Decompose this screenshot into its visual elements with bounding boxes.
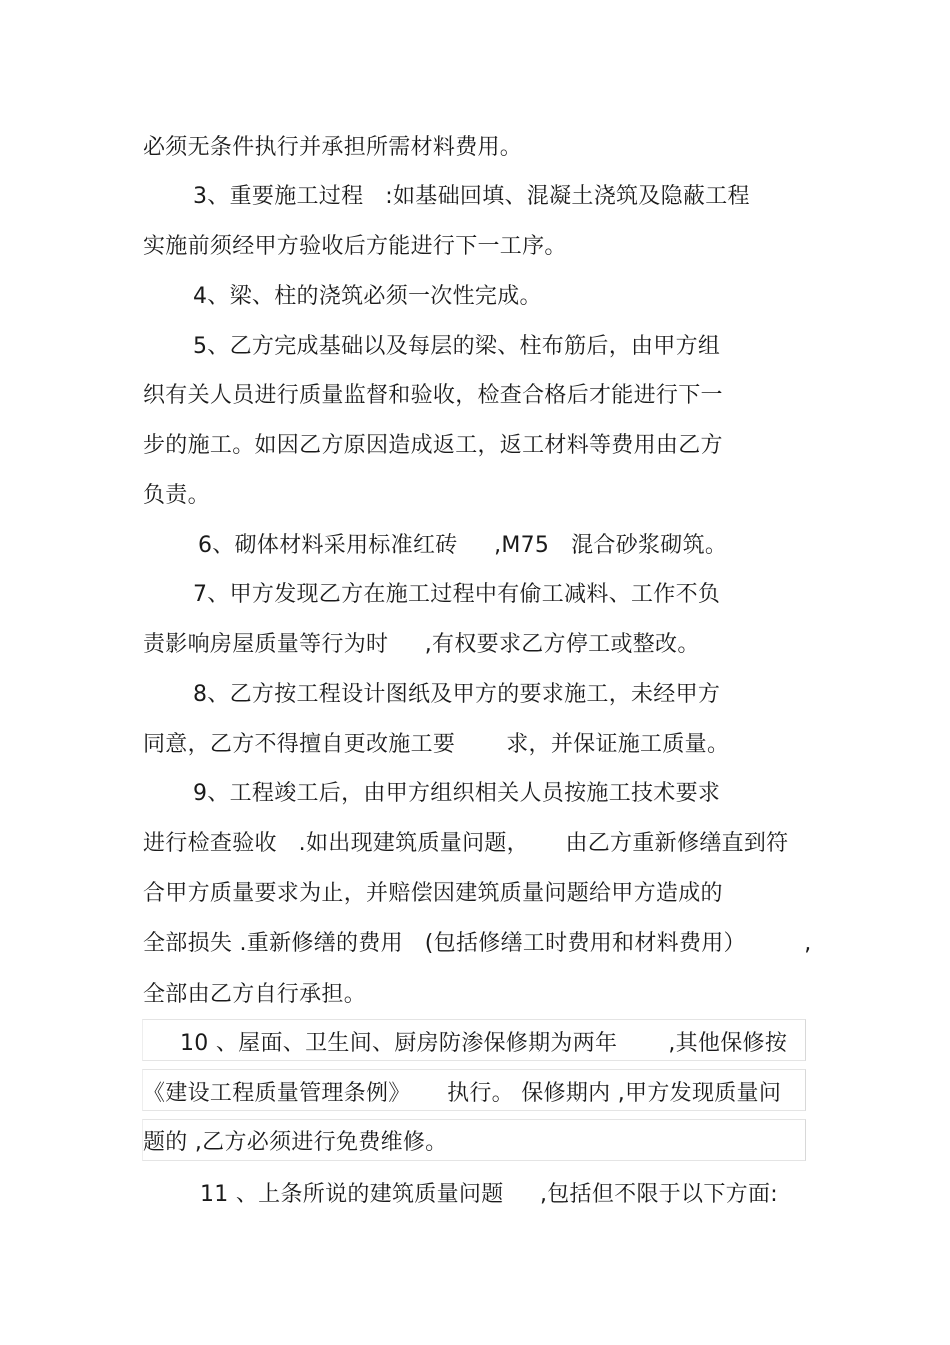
paragraph-line: 4、梁、柱的浇筑必须一次性完成。 [193, 284, 542, 309]
paragraph-line: 题的 ,乙方必须进行免费维修。 [143, 1130, 448, 1155]
paragraph-line: 进行检查验收 .如出现建筑质量问题， 由乙方重新修缮直到符 [143, 831, 789, 856]
paragraph-line: 合甲方质量要求为止，并赔偿因建筑质量问题给甲方造成的 [143, 881, 723, 906]
paragraph-line: 8、乙方按工程设计图纸及甲方的要求施工，未经甲方 [193, 682, 721, 707]
paragraph-line: 7、甲方发现乙方在施工过程中有偷工减料、工作不负 [193, 582, 721, 607]
paragraph-line: 同意，乙方不得擅自更改施工要 求，并保证施工质量。 [143, 732, 730, 757]
paragraph-line: 5、乙方完成基础以及每层的梁、柱布筋后，由甲方组 [193, 334, 721, 359]
paragraph-line: 6、砌体材料采用标准红砖 ,M75 混合砂浆砌筑。 [198, 533, 728, 558]
paragraph-line: 实施前须经甲方验收后方能进行下一工序。 [143, 234, 567, 259]
paragraph-line: 9、工程竣工后，由甲方组织相关人员按施工技术要求 [193, 781, 721, 806]
paragraph-line: 全部损失 .重新修缮的费用 (包括修缮工时费用和材料费用） , [143, 931, 812, 956]
paragraph-line: 步的施工。如因乙方原因造成返工，返工材料等费用由乙方 [143, 433, 723, 458]
paragraph-line: 《建设工程质量管理条例》 执行。 保修期内 ,甲方发现质量问 [143, 1081, 782, 1106]
paragraph-line: 10 、屋面、卫生间、厨房防渗保修期为两年 ,其他保修按 [180, 1031, 788, 1056]
paragraph-line: 3、重要施工过程 :如基础回填、混凝土浇筑及隐蔽工程 [193, 184, 750, 209]
paragraph-line: 全部由乙方自行承担。 [143, 982, 367, 1007]
paragraph-line: 织有关人员进行质量监督和验收，检查合格后才能进行下一 [143, 383, 723, 408]
paragraph-line: 11 、上条所说的建筑质量问题 ,包括但不限于以下方面: [200, 1182, 778, 1207]
paragraph-line: 负责。 [143, 483, 210, 508]
paragraph-line: 必须无条件执行并承担所需材料费用。 [143, 135, 523, 160]
paragraph-line: 责影响房屋质量等行为时 ,有权要求乙方停工或整改。 [143, 632, 700, 657]
